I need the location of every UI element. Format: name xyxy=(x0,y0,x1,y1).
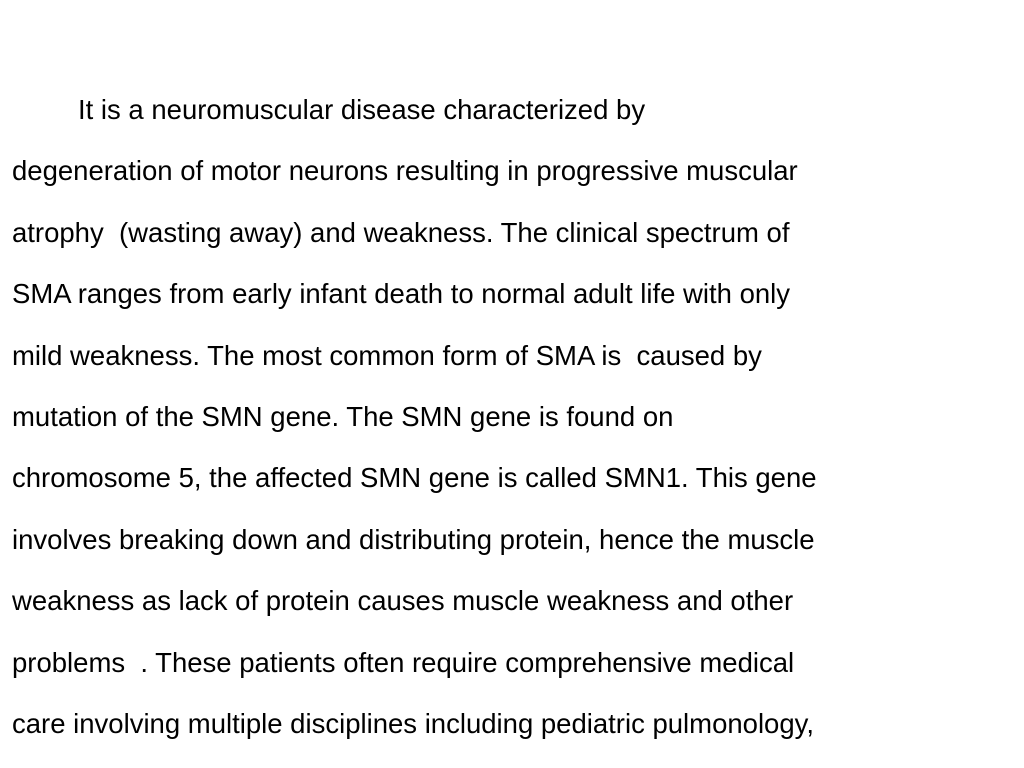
paragraph-line: care involving multiple disciplines including pediatric pulmonology, xyxy=(12,707,814,739)
paragraph-line: involves breaking down and distributing protein, hence the muscle xyxy=(12,523,815,555)
paragraph-line: weakness as lack of protein causes muscle weakness and other xyxy=(12,585,794,617)
paragraph-line: mild weakness. The most common form of SMA is caused by xyxy=(12,339,762,371)
paragraph-line: atrophy (wasting away) and weakness. The clinical spectrum of xyxy=(12,216,790,248)
body-paragraph xyxy=(12,79,1016,754)
paragraph-line: SMA ranges from early infant death to normal adult life with only xyxy=(12,278,791,310)
paragraph-line: chromosome 5, the affected SMN gene is called SMN1. This gene xyxy=(12,462,817,494)
paragraph-line: problems . These patients often require comprehensive medical xyxy=(12,646,795,678)
paragraph-line: degeneration of motor neurons resulting in progressive muscular xyxy=(12,155,798,187)
paragraph-line: It is a neuromuscular disease characterized by xyxy=(78,94,646,125)
paragraph-line: mutation of the SMN gene. The SMN gene is found on xyxy=(12,400,674,432)
